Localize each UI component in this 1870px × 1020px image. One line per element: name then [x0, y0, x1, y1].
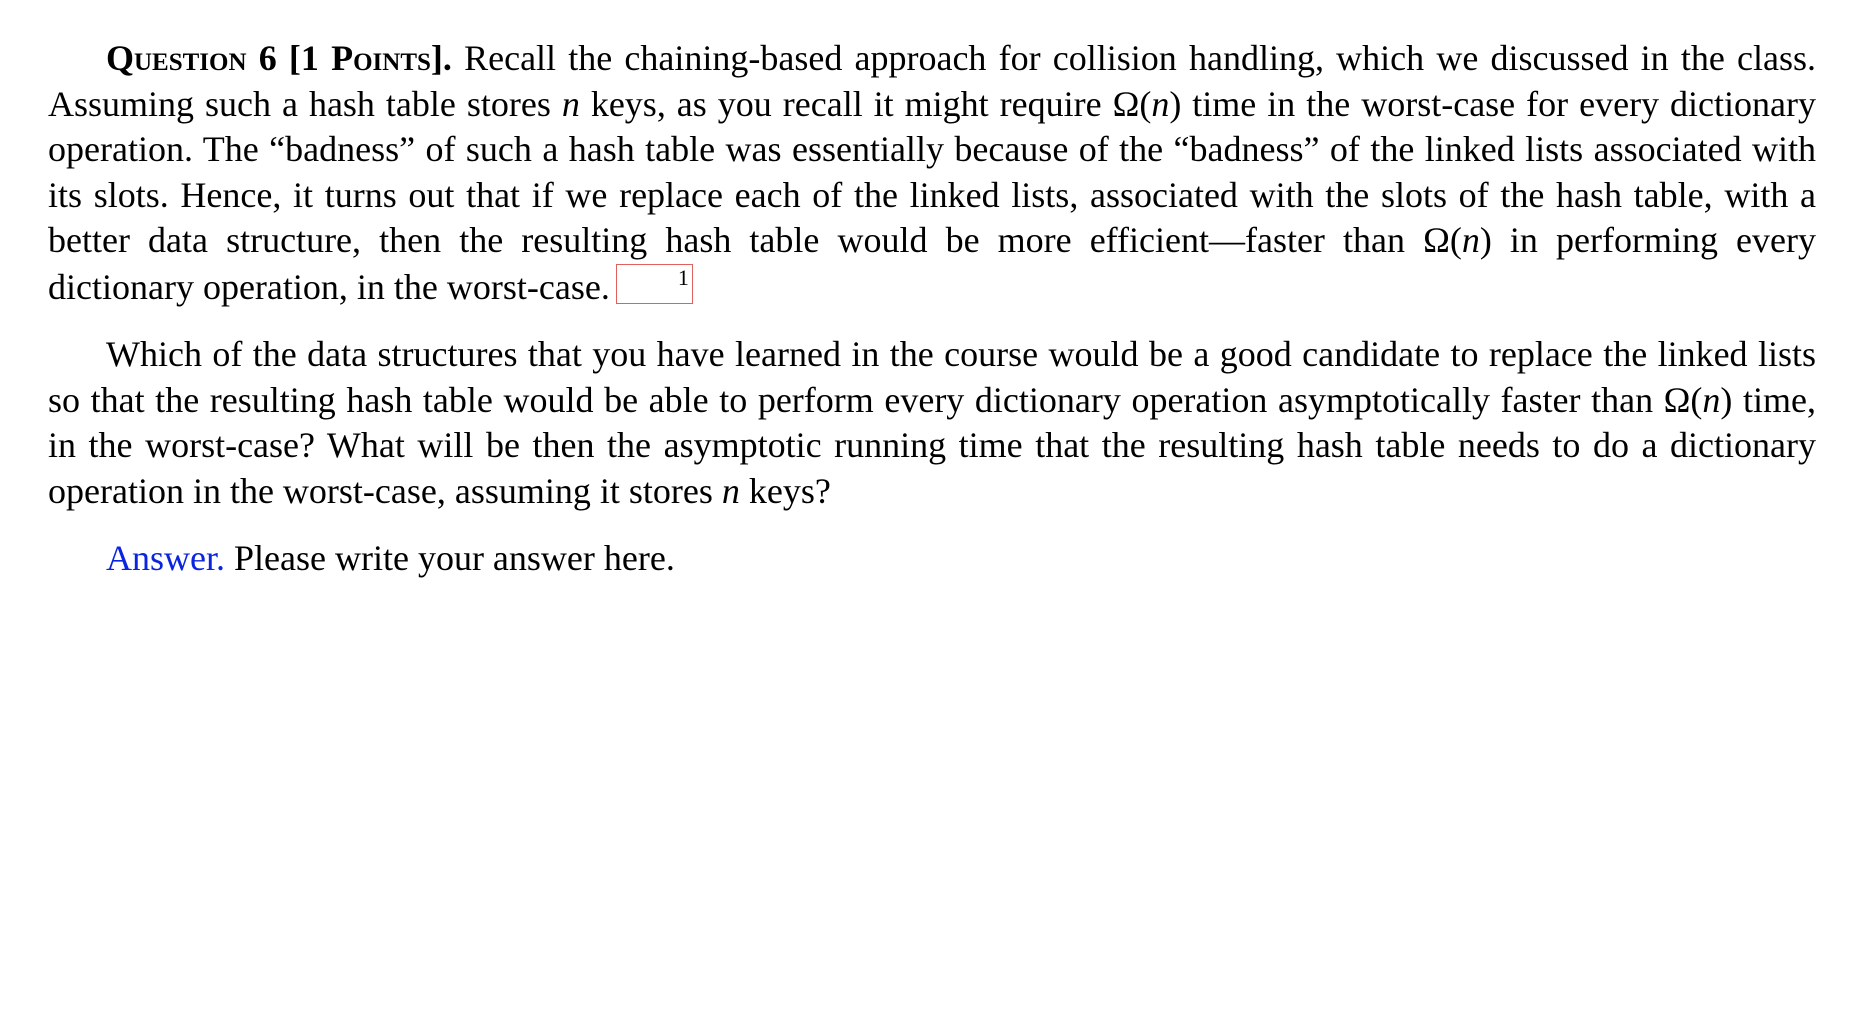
answer-placeholder-text[interactable]: Please write your answer here. — [225, 538, 675, 578]
answer-paragraph[interactable] — [48, 536, 1816, 582]
question-paragraph-2 — [48, 332, 1816, 514]
math-variable-n: n — [561, 83, 580, 124]
question-heading: Question 6 [1 Points]. — [106, 38, 452, 78]
question-text: Recall the chaining-based approach for collision handling, which we discussed in the class. Assuming such a hash table stores — [48, 38, 1816, 124]
question-document — [48, 36, 1816, 582]
question-text: Which of the data structures that you have learned in the course would be a good candidate to replace the linked lists so that the resulting hash table would be able to perform every dictionary operation asymptotically faster than Ω( — [48, 334, 1816, 420]
answer-label: Answer. — [106, 538, 225, 578]
math-variable-n: n — [1461, 220, 1480, 260]
question-paragraph-1 — [48, 36, 1816, 310]
question-text: ) in performing every dictionary operation, in the worst-case. — [48, 220, 1816, 307]
math-variable-n: n — [1702, 379, 1721, 420]
footnote-link[interactable]: 1 — [616, 264, 693, 304]
question-text: ) time, in the worst-case? What will be then the asymptotic running time that the resulting hash table needs to do a dictionary operation in the worst-case, assuming it stores — [48, 379, 1816, 511]
math-variable-n: n — [721, 470, 740, 511]
question-text: keys? — [739, 470, 831, 511]
question-text: ) time in the worst-case for every dictionary operation. The “badness” of such a hash table was essentially because of the “badness” of the linked lists associated with its slots. Hence, it turns out that if we replace each of the linked lists, associated with the slots of the hash table, with a better data structure, then the resulting hash table would be more efficient—faster than Ω( — [48, 83, 1816, 260]
math-variable-n: n — [1151, 83, 1170, 124]
question-text: keys, as you recall it might require Ω( — [579, 83, 1152, 124]
